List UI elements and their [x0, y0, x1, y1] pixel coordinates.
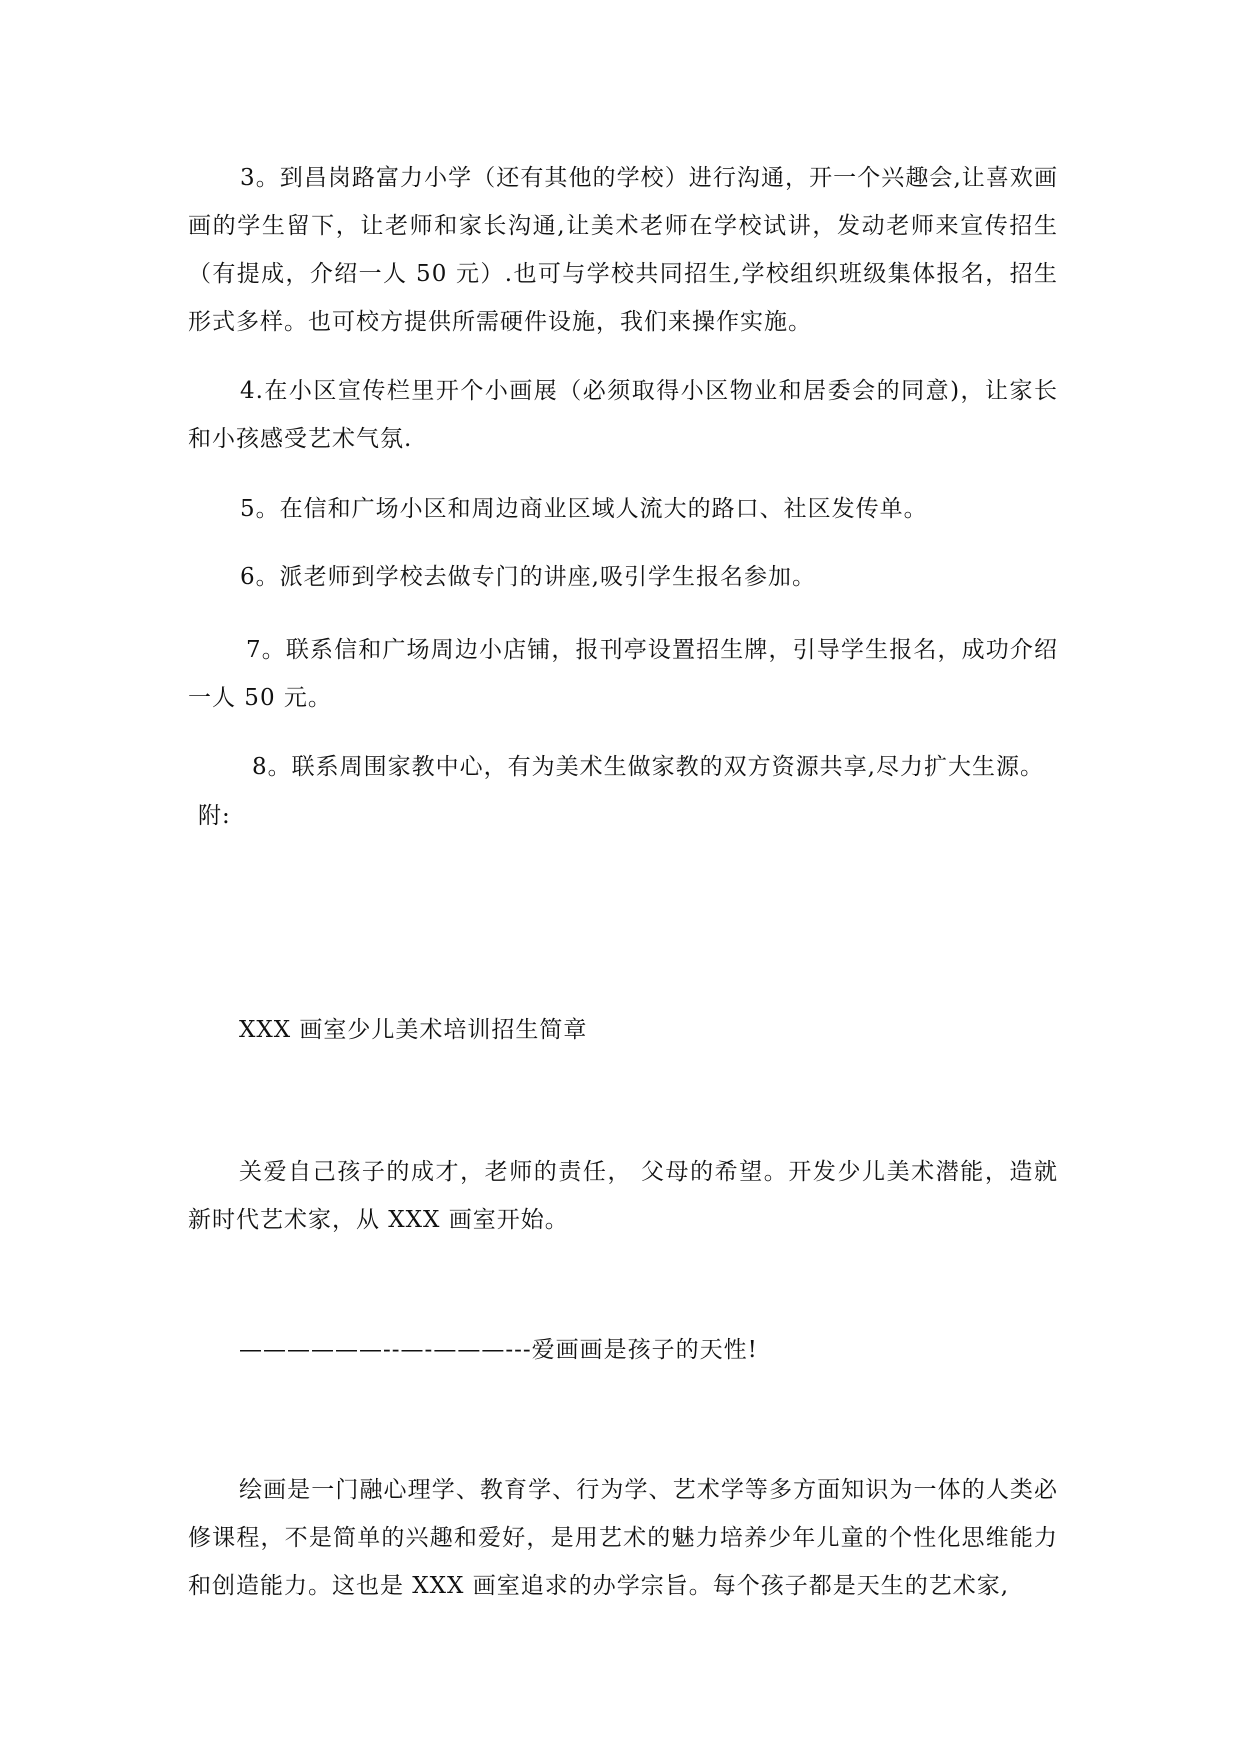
paragraph-item-5: 5。在信和广场小区和周边商业区域人流大的路口、社区发传单。: [240, 496, 928, 522]
paragraph-item-8: 8。联系周围家教中心，有为美术生做家教的双方资源共享,尽力扩大生源。: [252, 754, 1044, 780]
paragraph-item-6: 6。派老师到学校去做专门的讲座,吸引学生报名参加。: [240, 564, 816, 590]
paragraph-item-7: 7。联系信和广场周边小店铺，报刊亭设置招生牌，引导学生报名，成功介绍一人 50 元。: [188, 637, 1058, 711]
paragraph-item-4: 4.在小区宣传栏里开个小画展（必须取得小区物业和居委会的同意)，让家长和小孩感受艺术气氛.: [188, 378, 1058, 452]
brochure-body-paragraph: 绘画是一门融心理学、教育学、行为学、艺术学等多方面知识为一体的人类必修课程，不是简单的兴趣和爱好，是用艺术的魅力培养少年儿童的个性化思维能力和创造能力。这也是 XXX 画室追求的办学宗旨。每个孩子都是天生的艺术家,: [188, 1477, 1058, 1599]
brochure-title: XXX 画室少儿美术培训招生简章: [239, 1017, 588, 1043]
brochure-slogan: ——————--—-———---爱画画是孩子的天性!: [239, 1337, 758, 1363]
paragraph-item-3: 3。到昌岗路富力小学（还有其他的学校）进行沟通，开一个兴趣会,让喜欢画画的学生留下，让老师和家长沟通,让美术老师在学校试讲，发动老师来宣传招生（有提成，介绍一人 50 元）.也可与学校共同招生,学校组织班级集体报名，招生形式多样。也可校方提供所需硬件设施，我们来操作实施。: [188, 165, 1058, 335]
appendix-label: 附:: [198, 803, 231, 829]
brochure-intro: 关爱自己孩子的成才，老师的责任， 父母的希望。开发少儿美术潜能，造就新时代艺术家，从 XXX 画室开始。: [188, 1159, 1058, 1233]
